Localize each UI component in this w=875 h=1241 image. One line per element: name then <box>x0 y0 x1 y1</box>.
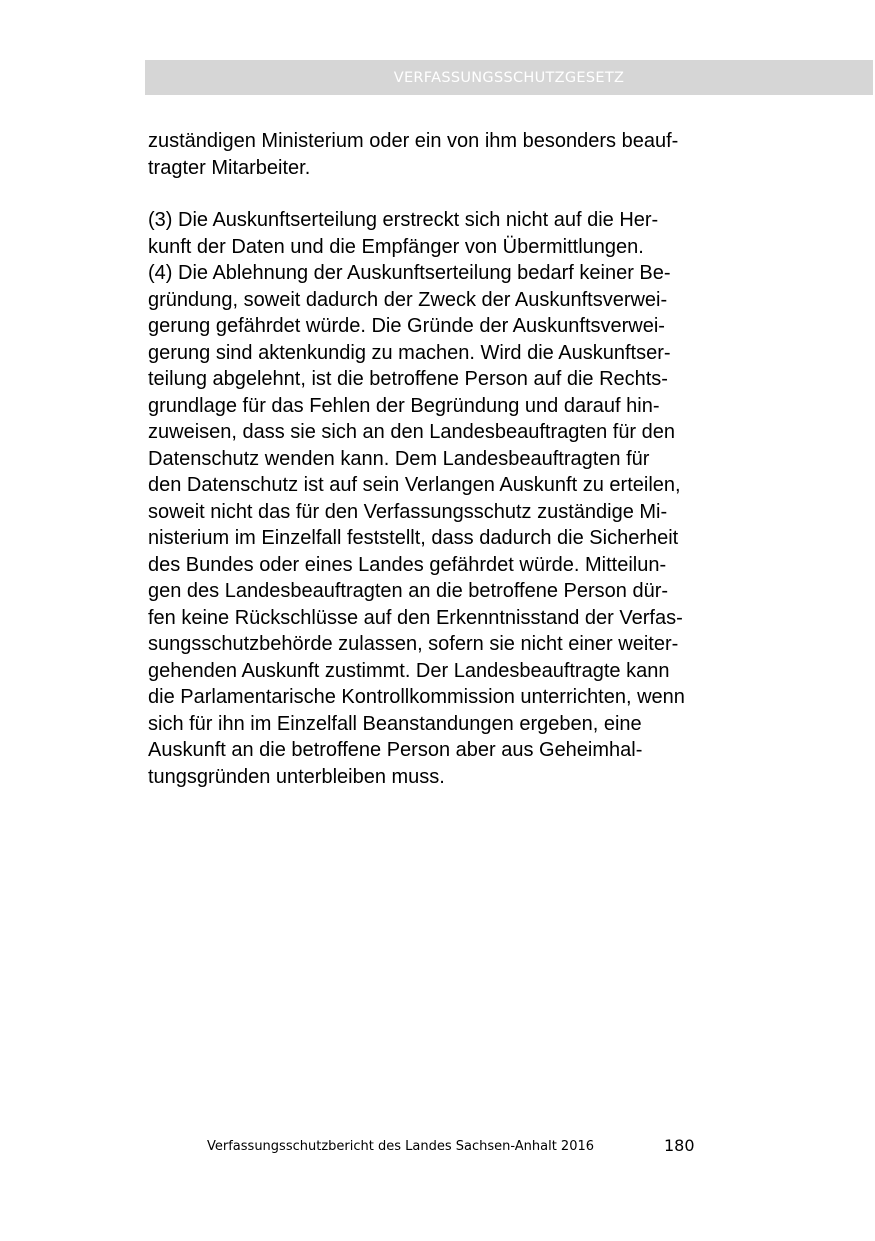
text-line: zuweisen, dass sie sich an den Landesbeauftragten für den <box>148 421 676 443</box>
text-line: tragter Mitarbeiter. <box>148 156 311 179</box>
text-line: (4) Die Ablehnung der Auskunftserteilung bedarf keiner Be- <box>148 262 671 284</box>
paragraph-continuation <box>148 128 778 181</box>
body-text <box>148 128 778 790</box>
paragraph-4 <box>148 260 778 790</box>
text-line: gerung gefährdet würde. Die Gründe der Auskunftsverwei- <box>148 315 665 337</box>
text-line: gehenden Auskunft zustimmt. Der Landesbeauftragte kann <box>148 659 670 682</box>
footer-report-title: Verfassungsschutzbericht des Landes Sachsen-Anhalt 2016 <box>207 1139 595 1154</box>
text-line: des Bundes oder eines Landes gefährdet würde. Mitteilun- <box>148 553 667 576</box>
text-line: nisterium im Einzelfall feststellt, dass dadurch die Sicherheit <box>148 527 679 549</box>
text-line: grundlage für das Fehlen der Begründung und darauf hin- <box>148 394 660 417</box>
paragraph-spacer <box>148 181 778 207</box>
text-line: den Datenschutz ist auf sein Verlangen Auskunft zu erteilen, <box>148 474 681 496</box>
text-line: zuständigen Ministerium oder ein von ihm besonders beauf- <box>148 130 679 152</box>
text-line: soweit nicht das für den Verfassungsschutz zuständige Mi- <box>148 500 668 523</box>
text-line: kunft der Daten und die Empfänger von Übermittlungen. <box>148 235 644 258</box>
text-line: teilung abgelehnt, ist die betroffene Person auf die Rechts- <box>148 368 668 390</box>
text-line: die Parlamentarische Kontrollkommission unterrichten, wenn <box>148 686 685 708</box>
text-line: sungsschutzbehörde zulassen, sofern sie nicht einer weiter- <box>148 633 679 655</box>
running-header <box>145 60 873 95</box>
text-line: gründung, soweit dadurch der Zweck der Auskunftsverwei- <box>148 288 668 311</box>
page-number: 180 <box>664 1136 695 1155</box>
text-line: tungsgründen unterbleiben muss. <box>148 765 445 788</box>
text-line: sich für ihn im Einzelfall Beanstandungen ergeben, eine <box>148 712 642 735</box>
paragraph-3 <box>148 207 778 260</box>
text-line: Auskunft an die betroffene Person aber aus Geheimhal- <box>148 739 643 761</box>
text-line: gerung sind aktenkundig zu machen. Wird die Auskunftser- <box>148 341 671 364</box>
text-line: (3) Die Auskunftserteilung erstreckt sich nicht auf die Her- <box>148 209 659 231</box>
text-line: Datenschutz wenden kann. Dem Landesbeauftragten für <box>148 447 650 470</box>
running-header-title: VERFASSUNGSSCHUTZGESETZ <box>393 70 625 86</box>
text-line: gen des Landesbeauftragten an die betroffene Person dür- <box>148 580 669 602</box>
text-line: fen keine Rückschlüsse auf den Erkenntnisstand der Verfas- <box>148 606 683 629</box>
